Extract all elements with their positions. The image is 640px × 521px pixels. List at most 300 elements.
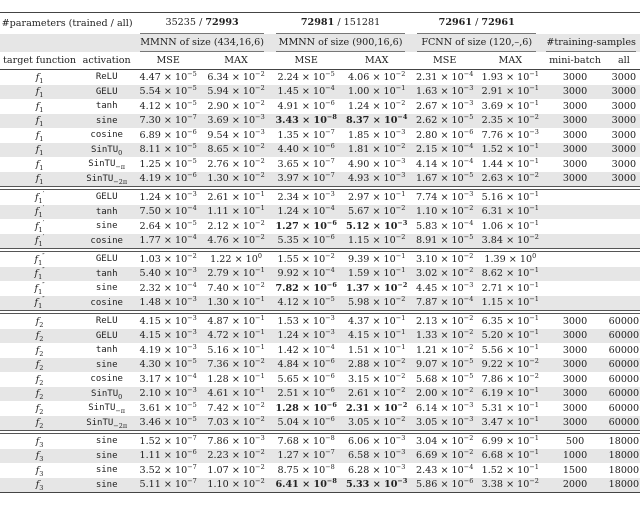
exponent: −1 [529,342,539,351]
mse-value [134,70,202,85]
mantissa: 1.39 [484,253,506,265]
table-row [0,85,640,100]
mantissa: 7.50 [139,206,161,217]
col-mse: MSE [270,52,342,70]
function-prime: ″ [42,280,45,289]
mantissa: 4.14 [416,158,438,170]
activation-name: SinTU [91,388,119,399]
mantissa: 7.87 [416,297,438,308]
mantissa: 4.19 [139,173,161,184]
exponent: −3 [397,476,408,485]
times-ten: × 10 [163,253,188,265]
max-value [202,358,270,373]
max-value [478,157,542,172]
mini-batch-value: 3000 [562,100,588,112]
exponent: −5 [463,371,474,380]
function-symbol: f [34,191,39,203]
max-value [202,329,270,344]
function-symbol: f [35,100,40,112]
times-ten: × 10 [372,464,396,476]
times-ten: × 10 [231,191,256,203]
times-ten: × 10 [301,344,326,356]
mantissa: 1.52 [481,144,503,155]
exponent: −1 [529,83,539,92]
mse-value [411,296,478,311]
function-prime: ′ [42,232,45,241]
exponent: −4 [397,112,408,121]
mantissa: 4.45 [416,282,438,294]
mantissa: 2.15 [416,144,438,155]
mantissa: 4.90 [348,158,370,170]
exponent: −1 [529,385,539,394]
mantissa: 1.63 [416,86,438,97]
max-value [342,463,411,478]
target-function [0,343,79,358]
all-samples-value: 60000 [608,402,640,414]
times-ten: × 10 [440,253,464,265]
exponent: −5 [187,356,197,365]
mantissa: 2.88 [348,359,370,370]
max-value [478,143,542,158]
table-row [0,190,640,205]
exponent: −2 [529,170,539,179]
params-all: 72961 [481,17,515,28]
max-value [478,267,542,282]
mantissa: 4.61 [207,388,229,399]
exponent: −1 [529,294,539,303]
table-row [0,128,640,143]
function-index: 1 [39,148,44,157]
activation-name: SinTU [86,173,114,184]
exponent: −2 [255,69,265,78]
mantissa: 8.75 [277,464,299,476]
mse-value [270,478,342,493]
mini-batch-value: 500 [565,435,585,447]
mantissa: 5.11 [139,479,161,490]
times-ten: × 10 [506,206,530,217]
exponent: −1 [529,141,539,150]
mse-value [270,416,342,431]
max-value [202,157,270,172]
exponent: −6 [325,414,335,423]
mantissa: 1.24 [277,330,299,341]
target-function [0,387,79,402]
max-value [342,190,411,205]
times-ten: × 10 [506,479,530,490]
times-ten: × 10 [231,129,256,141]
exponent: −3 [187,342,197,351]
times-ten: × 10 [301,359,326,370]
target-function [0,85,79,100]
exponent: −1 [529,69,539,78]
mse-value [270,219,342,234]
exponent: −1 [395,265,406,274]
function-symbol: f [34,268,39,279]
function-index: 1 [39,90,44,99]
mini-batch-value [542,252,607,267]
mantissa: 2.34 [277,191,299,203]
mse-value [134,172,202,187]
mantissa: 1.06 [481,220,503,232]
slash: / [199,17,203,28]
exponent: −1 [529,280,539,289]
function-symbol: f [35,115,40,126]
target-function [0,296,79,311]
function-symbol: f [35,344,40,356]
exponent: −3 [255,127,265,136]
times-ten: × 10 [301,253,326,265]
mantissa: 4.40 [277,144,299,155]
col-mse: MSE [134,52,202,70]
activation [79,281,134,296]
times-ten: × 10 [506,388,530,399]
times-ten: × 10 [163,282,188,294]
exponent: −1 [255,385,265,394]
exponent: −7 [325,170,335,179]
mantissa: 2.31 [416,71,438,83]
mantissa: 5.86 [416,479,438,490]
mini-batch-value: 3000 [562,158,588,170]
exponent: −1 [395,327,406,336]
max-value [202,99,270,114]
max-value [202,234,270,249]
mse-value [411,281,478,296]
times-ten: × 10 [372,388,396,399]
activation-subscript: 0 [118,148,123,157]
times-ten: × 10 [508,253,533,265]
exponent: −4 [463,69,474,78]
all-samples-value: 3000 [611,100,637,112]
mse-value [411,401,478,416]
max-value [478,434,542,449]
table-row [0,143,640,158]
mantissa: 4.87 [207,315,229,327]
mse-value [411,114,478,129]
exponent: −2 [529,232,539,241]
max-value [342,296,411,311]
mini-batch-value: 3000 [562,71,588,83]
mantissa: 4.93 [348,173,370,184]
exponent: −1 [529,203,539,212]
all-samples-value [608,252,640,267]
mantissa: 1.21 [416,344,438,356]
times-ten: × 10 [440,115,464,126]
mantissa: 4.19 [139,344,161,356]
exponent: −2 [395,203,406,212]
exponent: −3 [395,462,406,471]
mantissa: 5.33 [345,479,370,490]
col-mini-batch: mini-batch [542,52,607,70]
max-value [478,172,542,187]
activation [79,343,134,358]
function-prime: ′ [42,189,45,198]
times-ten: × 10 [163,373,188,385]
mse-value [134,372,202,387]
exponent: −2 [529,476,539,485]
times-ten: × 10 [301,297,326,308]
all-samples-value: 18000 [608,464,640,476]
times-ten: × 10 [163,388,188,399]
mantissa: 2.10 [139,388,161,399]
exponent: −5 [463,232,474,241]
activation [79,114,134,129]
target-function [0,478,79,493]
max-value [478,205,542,220]
mse-value [134,114,202,129]
exponent: −3 [325,313,335,322]
mantissa: 3.04 [416,435,438,447]
mantissa: 5.68 [416,373,438,385]
times-ten: × 10 [372,235,396,246]
times-ten: × 10 [506,359,530,370]
max-value [478,281,542,296]
times-ten: × 10 [301,330,326,341]
table-row [0,478,640,493]
table-row [0,99,640,114]
mse-value [411,449,478,464]
mantissa: 6.34 [207,71,229,83]
times-ten: × 10 [163,450,188,461]
max-value [202,387,270,402]
activation [79,296,134,311]
times-ten: × 10 [301,464,326,476]
mantissa: 8.91 [416,235,438,246]
target-function [0,172,79,187]
max-value [342,387,411,402]
activation [79,387,134,402]
mantissa: 4.15 [139,315,161,327]
times-ten: × 10 [506,344,530,356]
exponent: −1 [395,251,406,260]
activation-name: SinTU [88,403,116,413]
max-value [342,70,411,85]
all-samples-value: 60000 [608,359,640,370]
mantissa: 2.62 [416,115,438,126]
function-symbol: f [34,206,39,217]
times-ten: × 10 [372,417,396,428]
mse-value [411,387,478,402]
function-index: 1 [39,177,44,186]
all-samples-value [608,219,640,234]
header-row-models [0,34,640,52]
activation-name: sine [95,221,118,231]
mantissa: 1.28 [275,402,299,414]
max-value [342,478,411,493]
times-ten: × 10 [372,129,396,141]
max-value [478,252,542,267]
times-ten: × 10 [440,191,464,203]
max-value [202,143,270,158]
times-ten: × 10 [231,435,256,447]
mantissa: 2.91 [481,86,503,97]
max-value [478,343,542,358]
model-label: MMNN of size (434,16,6) [140,34,264,52]
mantissa: 3.97 [277,173,299,184]
mantissa: 1.55 [277,253,299,265]
exponent: −3 [463,400,474,409]
times-ten: × 10 [302,479,327,490]
target-function [0,449,79,464]
all-samples-value [608,267,640,282]
mantissa: 5.31 [481,402,503,414]
target-function [0,281,79,296]
mse-value [411,219,478,234]
max-value [478,463,542,478]
mse-value [134,314,202,329]
function-symbol: f [35,158,40,170]
times-ten: × 10 [506,191,530,203]
exponent: −1 [529,313,539,322]
mse-value [134,434,202,449]
mse-value [270,234,342,249]
exponent: −7 [187,462,197,471]
exponent: −2 [529,371,539,380]
all-samples-value: 60000 [608,344,640,356]
times-ten: × 10 [231,373,256,385]
mse-value [270,205,342,220]
mantissa: 2.64 [139,220,161,232]
mse-value [134,157,202,172]
exponent: −5 [187,400,197,409]
activation [79,190,134,205]
exponent: −5 [463,112,474,121]
activation [79,85,134,100]
mantissa: 5.16 [481,191,503,203]
mantissa: 3.15 [348,373,370,385]
function-symbol: f [35,359,40,370]
mse-value [134,449,202,464]
exponent: −1 [529,433,539,442]
times-ten: × 10 [440,402,464,414]
times-ten: × 10 [301,388,326,399]
activation-name: SinTU [91,144,119,155]
mantissa: 7.86 [207,435,229,447]
max-value [202,463,270,478]
exponent: −2 [463,447,474,456]
activation [79,219,134,234]
mse-value [270,157,342,172]
target-function [0,267,79,282]
max-value [342,343,411,358]
mse-value [270,190,342,205]
mantissa: 3.43 [275,115,299,126]
exponent: −1 [529,462,539,471]
exponent: −2 [397,400,408,409]
times-ten: × 10 [163,144,188,155]
times-ten: × 10 [440,388,464,399]
target-function [0,314,79,329]
activation [79,401,134,416]
mse-value [270,70,342,85]
times-ten: × 10 [301,315,326,327]
slash: / [337,17,341,28]
mantissa: 7.74 [416,191,438,203]
exponent: −1 [255,189,265,198]
times-ten: × 10 [440,71,464,83]
max-value [342,143,411,158]
all-samples-value: 3000 [608,172,640,187]
times-ten: × 10 [231,144,256,155]
max-value [202,296,270,311]
times-ten: × 10 [506,373,530,385]
mse-value [270,281,342,296]
times-ten: × 10 [301,158,326,170]
all-samples-value: 60000 [608,315,640,327]
exponent: −6 [326,400,337,409]
table-row [0,252,640,267]
mse-value [270,114,342,129]
times-ten: × 10 [506,144,530,155]
max-value [478,296,542,311]
mse-value [270,372,342,387]
max-value [478,234,542,249]
times-ten: × 10 [231,330,256,341]
function-index: 2 [39,421,44,430]
mse-value [411,143,478,158]
exponent: −3 [187,294,197,303]
model-label: MMNN of size (900,16,6) [276,34,405,52]
exponent: −3 [463,414,474,423]
mini-batch-value: 1000 [542,449,607,464]
times-ten: × 10 [506,417,530,428]
max-value [202,114,270,129]
exponent: −2 [325,251,335,260]
mse-value [134,329,202,344]
mantissa: 9.39 [348,253,370,265]
max-value [202,372,270,387]
mantissa: 3.69 [207,115,229,126]
mantissa: 7.30 [139,115,161,126]
times-ten: × 10 [372,344,396,356]
function-symbol: f [35,330,40,341]
exponent: −2 [255,414,265,423]
activation [79,372,134,387]
mse-value [270,252,342,267]
mantissa: 1.67 [416,173,438,184]
function-index: 3 [39,454,44,463]
table-row [0,172,640,187]
mantissa: 2.32 [139,282,161,294]
mantissa: 2.61 [348,388,370,399]
exponent: −2 [463,313,474,322]
table-row [0,416,640,431]
mantissa: 3.46 [139,417,161,428]
all-samples-value: 18000 [608,435,640,447]
mantissa: 3.02 [416,268,438,279]
times-ten: × 10 [506,235,530,246]
activation [79,463,134,478]
exponent: −2 [255,400,265,409]
activation-name: ReLU [95,316,118,326]
mse-value [270,434,342,449]
mantissa: 1.07 [207,464,229,476]
target-function [0,463,79,478]
exponent: −4 [325,203,335,212]
times-ten: × 10 [440,464,464,476]
times-ten: × 10 [231,235,256,246]
exponent: −1 [529,218,539,227]
max-value [478,401,542,416]
activation-name: sine [95,359,118,370]
times-ten: × 10 [163,100,188,112]
times-ten: × 10 [440,435,464,447]
mse-value [270,343,342,358]
activation-subscript: −2π [113,421,128,430]
max-value [202,219,270,234]
exponent: −1 [529,327,539,336]
function-symbol: f [35,402,40,414]
times-ten: × 10 [231,417,256,428]
